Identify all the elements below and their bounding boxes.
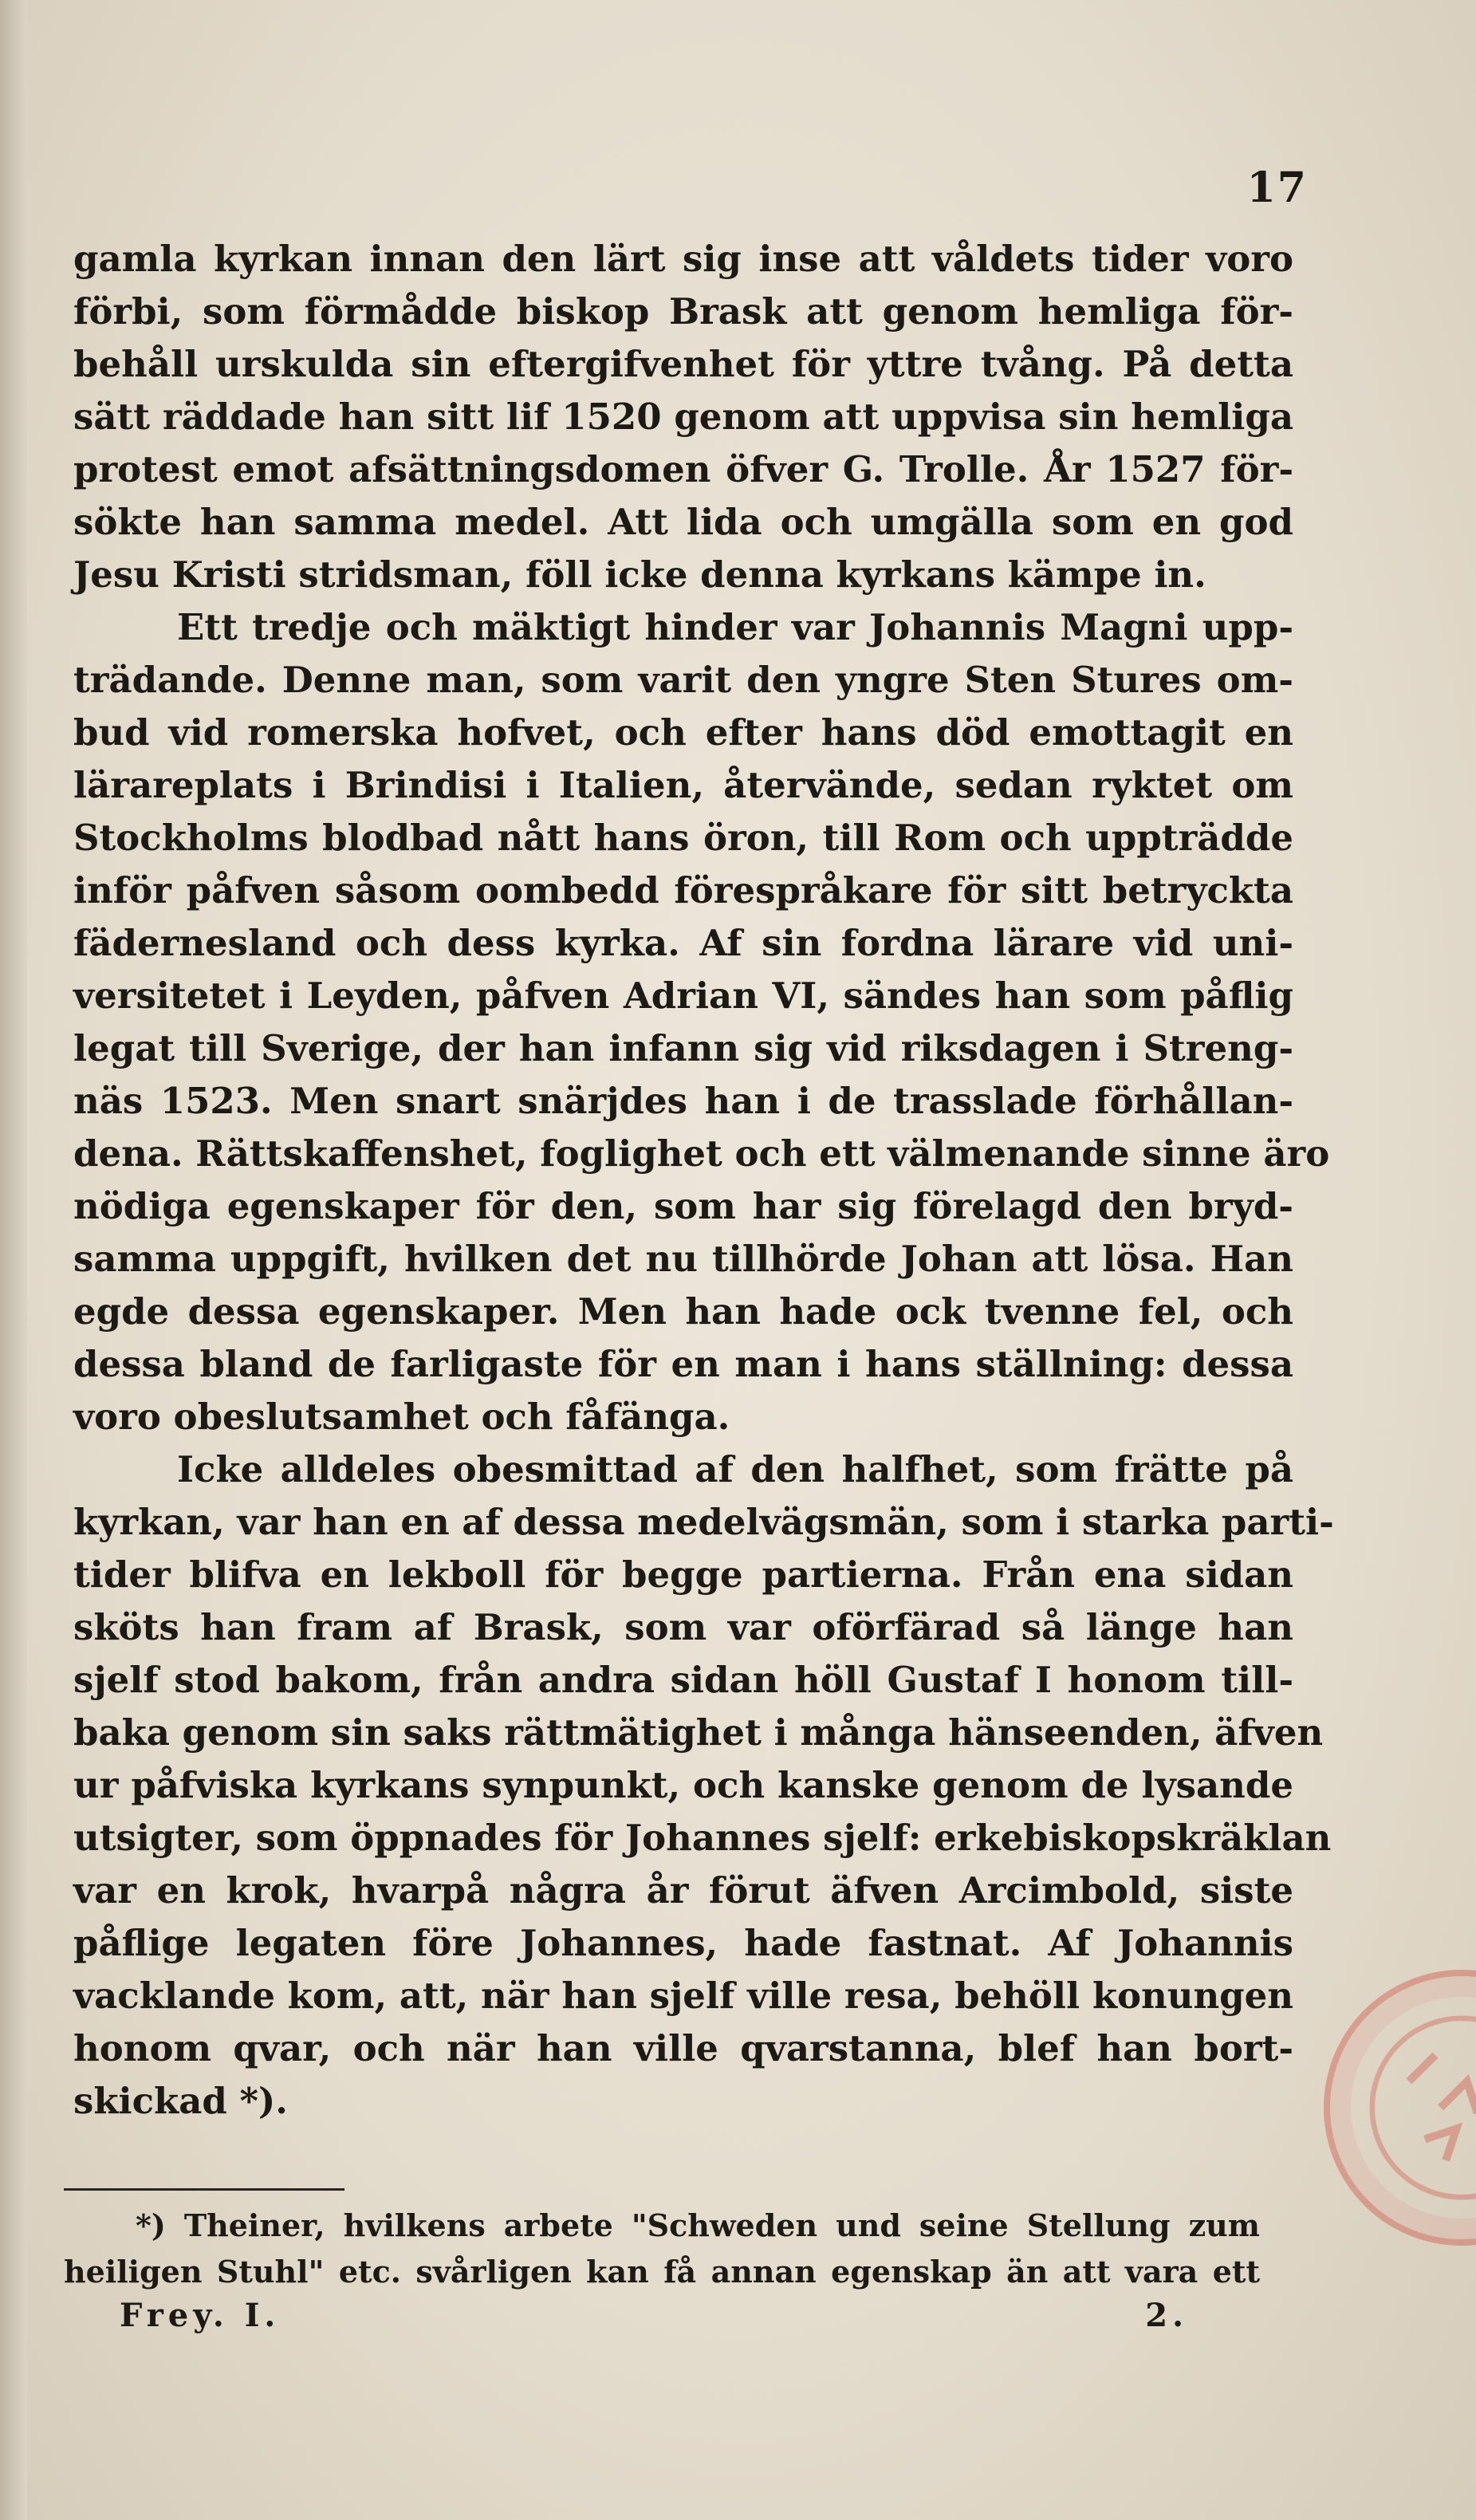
- page-edge: [0, 0, 27, 2520]
- text-line: vacklande kom, att, när han sjelf ville resa, behöll konungen: [73, 1975, 1293, 2017]
- library-stamp: [1324, 1970, 1476, 2246]
- text-line: Icke alldeles obesmittad af den halfhet, som frätte på: [177, 1448, 1293, 1490]
- text-line: legat till Sverige, der han infann sig vid riksdagen i Streng-: [73, 1027, 1293, 1069]
- stamp-icon: [1330, 1976, 1476, 2239]
- text-line: inför påfven såsom oombedd förespråkare för sitt betryckta: [73, 869, 1293, 912]
- text-line: Stockholms blodbad nått hans öron, till Rom och uppträdde: [73, 817, 1293, 859]
- footnote-line: *) Theiner, hvilkens arbete "Schweden und seine Stellung zum: [136, 2207, 1260, 2243]
- text-line: baka genom sin saks rättmätighet i många hänseenden, äfven: [73, 1711, 1324, 1754]
- text-line: kyrkan, var han en af dessa medelvägsmän, som i starka parti-: [73, 1501, 1334, 1543]
- text-line: Jesu Kristi stridsman, föll icke denna kyrkans kämpe in.: [73, 553, 1206, 596]
- text-line: gamla kyrkan innan den lärt sig inse att våldets tider voro: [73, 238, 1293, 280]
- text-line: egde dessa egenskaper. Men han hade ock tvenne fel, och: [73, 1290, 1293, 1333]
- text-line: förbi, som förmådde biskop Brask att genom hemliga för-: [73, 290, 1293, 333]
- text-line: skickad *).: [73, 2080, 288, 2122]
- text-line: versitetet i Leyden, påfven Adrian VI, sändes han som påflig: [73, 975, 1293, 1017]
- text-line: honom qvar, och när han ville qvarstanna, blef han bort-: [73, 2027, 1293, 2069]
- text-line: påflige legaten före Johannes, hade fastnat. Af Johannis: [73, 1922, 1293, 1964]
- text-line: näs 1523. Men snart snärjdes han i de trasslade förhållan-: [73, 1080, 1293, 1122]
- text-line: Ett tredje och mäktigt hinder var Johannis Magni upp-: [177, 606, 1293, 648]
- footnote-line: heiligen Stuhl" etc. svårligen kan få annan egenskap än att vara ett: [64, 2254, 1260, 2290]
- text-line: sjelf stod bakom, från andra sidan höll Gustaf I honom till-: [73, 1659, 1293, 1701]
- signature-mark: Frey. I.: [120, 2297, 281, 2334]
- text-line: voro obeslutsamhet och fåfänga.: [73, 1396, 730, 1438]
- text-line: behåll urskulda sin eftergifvenhet för yttre tvång. På detta: [73, 343, 1293, 385]
- text-line: trädande. Denne man, som varit den yngre Sten Stures om-: [73, 659, 1293, 701]
- text-line: sköts han fram af Brask, som var oförfärad så länge han: [73, 1606, 1293, 1648]
- text-line: sökte han samma medel. Att lida och umgälla som en god: [73, 501, 1293, 543]
- sheet-number: 2.: [1145, 2297, 1188, 2334]
- text-line: sätt räddade han sitt lif 1520 genom att uppvisa sin hemliga: [73, 396, 1293, 438]
- page-number: 17: [1246, 163, 1308, 212]
- text-line: utsigter, som öppnades för Johannes sjelf: erkebiskopskräklan: [73, 1817, 1332, 1859]
- text-line: lärareplats i Brindisi i Italien, återvände, sedan ryktet om: [73, 764, 1293, 806]
- body-text: [73, 233, 1334, 2128]
- text-line: tider blifva en lekboll för begge partierna. Från ena sidan: [73, 1553, 1293, 1596]
- text-line: protest emot afsättningsdomen öfver G. Trolle. År 1527 för-: [73, 448, 1293, 490]
- text-line: dessa bland de farligaste för en man i hans ställning: dessa: [73, 1343, 1293, 1385]
- signature-line: [120, 2297, 1188, 2334]
- text-line: samma uppgift, hvilken det nu tillhörde Johan att lösa. Han: [73, 1238, 1293, 1280]
- footnote: [64, 2203, 1260, 2295]
- text-line: fädernesland och dess kyrka. Af sin fordna lärare vid uni-: [73, 922, 1293, 964]
- footnote-rule: [64, 2188, 344, 2191]
- text-line: dena. Rättskaffenshet, foglighet och ett välmenande sinne äro: [73, 1132, 1330, 1175]
- text-line: bud vid romerska hofvet, och efter hans död emottagit en: [73, 711, 1293, 754]
- text-line: nödiga egenskaper för den, som har sig förelagd den bryd-: [73, 1185, 1293, 1227]
- text-line: ur påfviska kyrkans synpunkt, och kanske genom de lysande: [73, 1764, 1293, 1806]
- text-line: var en krok, hvarpå några år förut äfven Arcimbold, siste: [73, 1869, 1293, 1912]
